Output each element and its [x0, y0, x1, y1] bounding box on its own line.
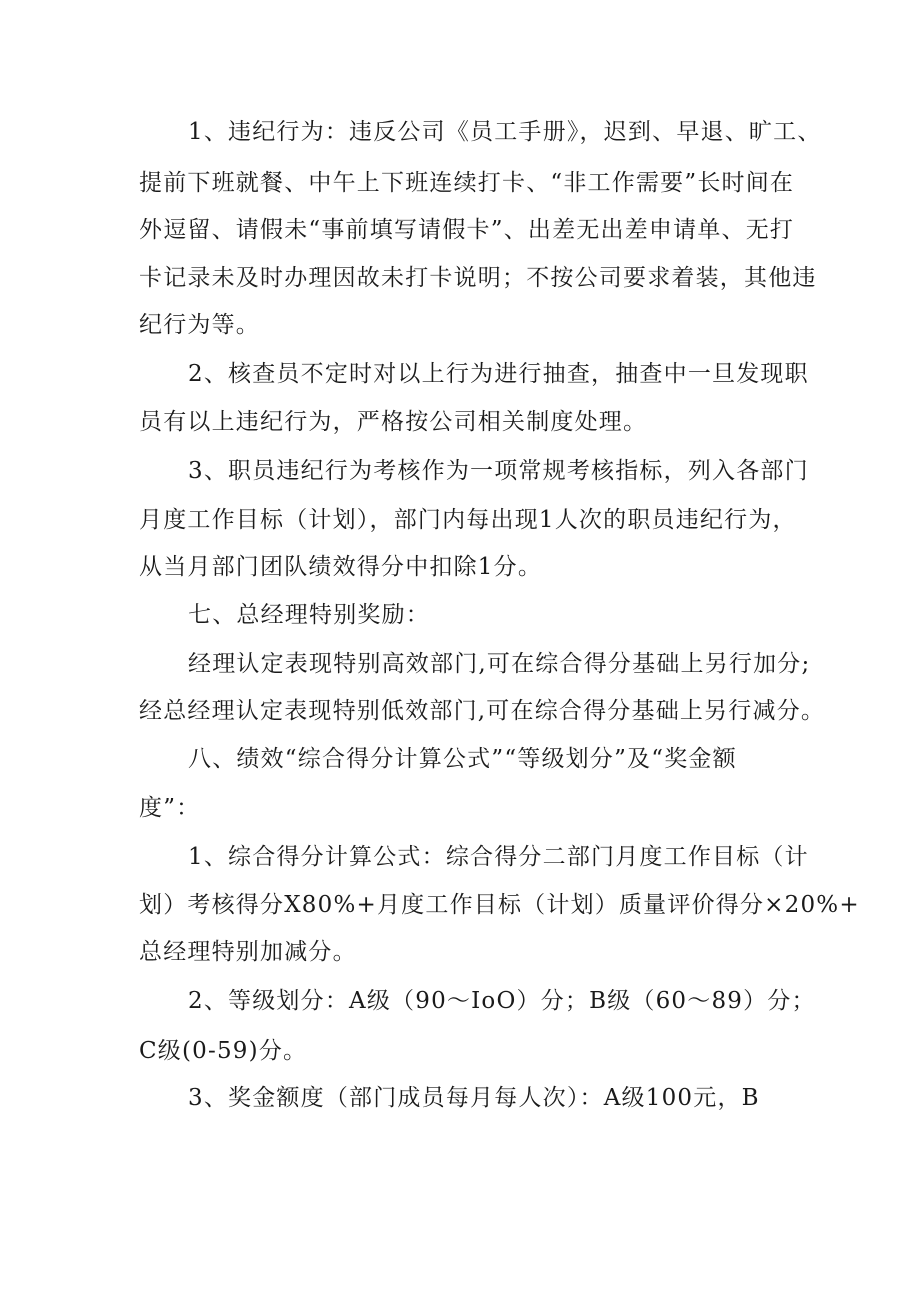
- text-line: 3、奖金额度（部门成员每月每人次）：A级100元，B: [188, 1085, 760, 1111]
- section-heading: 八、绩效“综合得分计算公式”“等级划分”及“奖金额: [188, 746, 737, 772]
- text-line: 划）考核得分X80%+月度工作目标（计划）质量评价得分×20%+: [139, 892, 860, 918]
- text-line: 员有以上违纪行为，严格按公司相关制度处理。: [139, 409, 648, 435]
- section-heading: 七、总经理特别奖励：: [188, 602, 430, 628]
- text-line: 1、违纪行为：违反公司《员工手册》，迟到、早退、旷工、: [188, 119, 822, 145]
- text-line: 度”：: [139, 795, 201, 821]
- text-line: 2、核查员不定时对以上行为进行抽查，抽查中一旦发现职: [188, 361, 809, 387]
- text-line: 纪行为等。: [139, 312, 260, 338]
- text-line: 1、综合得分计算公式：综合得分二部门月度工作目标（计: [188, 844, 809, 870]
- text-line: 2、等级划分：A级（90～IoO）分；B级（60～89）分；: [188, 988, 816, 1014]
- text-line: 经理认定表现特别高效部门,可在综合得分基础上另行加分;: [188, 651, 811, 677]
- text-line: 卡记录未及时办理因故未打卡说明；不按公司要求着装，其他违: [139, 265, 817, 291]
- text-line: 提前下班就餐、中午上下班连续打卡、“非工作需要”长时间在: [139, 170, 795, 196]
- text-line: C级(0-59)分。: [139, 1038, 308, 1064]
- text-line: 总经理特别加减分。: [139, 939, 357, 965]
- text-line: 外逗留、请假未“事前填写请假卡”、出差无出差申请单、无打: [139, 217, 795, 243]
- text-line: 3、职员违纪行为考核作为一项常规考核指标，列入各部门: [188, 458, 809, 484]
- text-line: 从当月部门团队绩效得分中扣除1分。: [139, 554, 543, 580]
- text-line: 经总经理认定表现特别低效部门,可在综合得分基础上另行减分。: [139, 698, 826, 724]
- text-line: 月度工作目标（计划），部门内每出现1人次的职员违纪行为，: [139, 507, 797, 533]
